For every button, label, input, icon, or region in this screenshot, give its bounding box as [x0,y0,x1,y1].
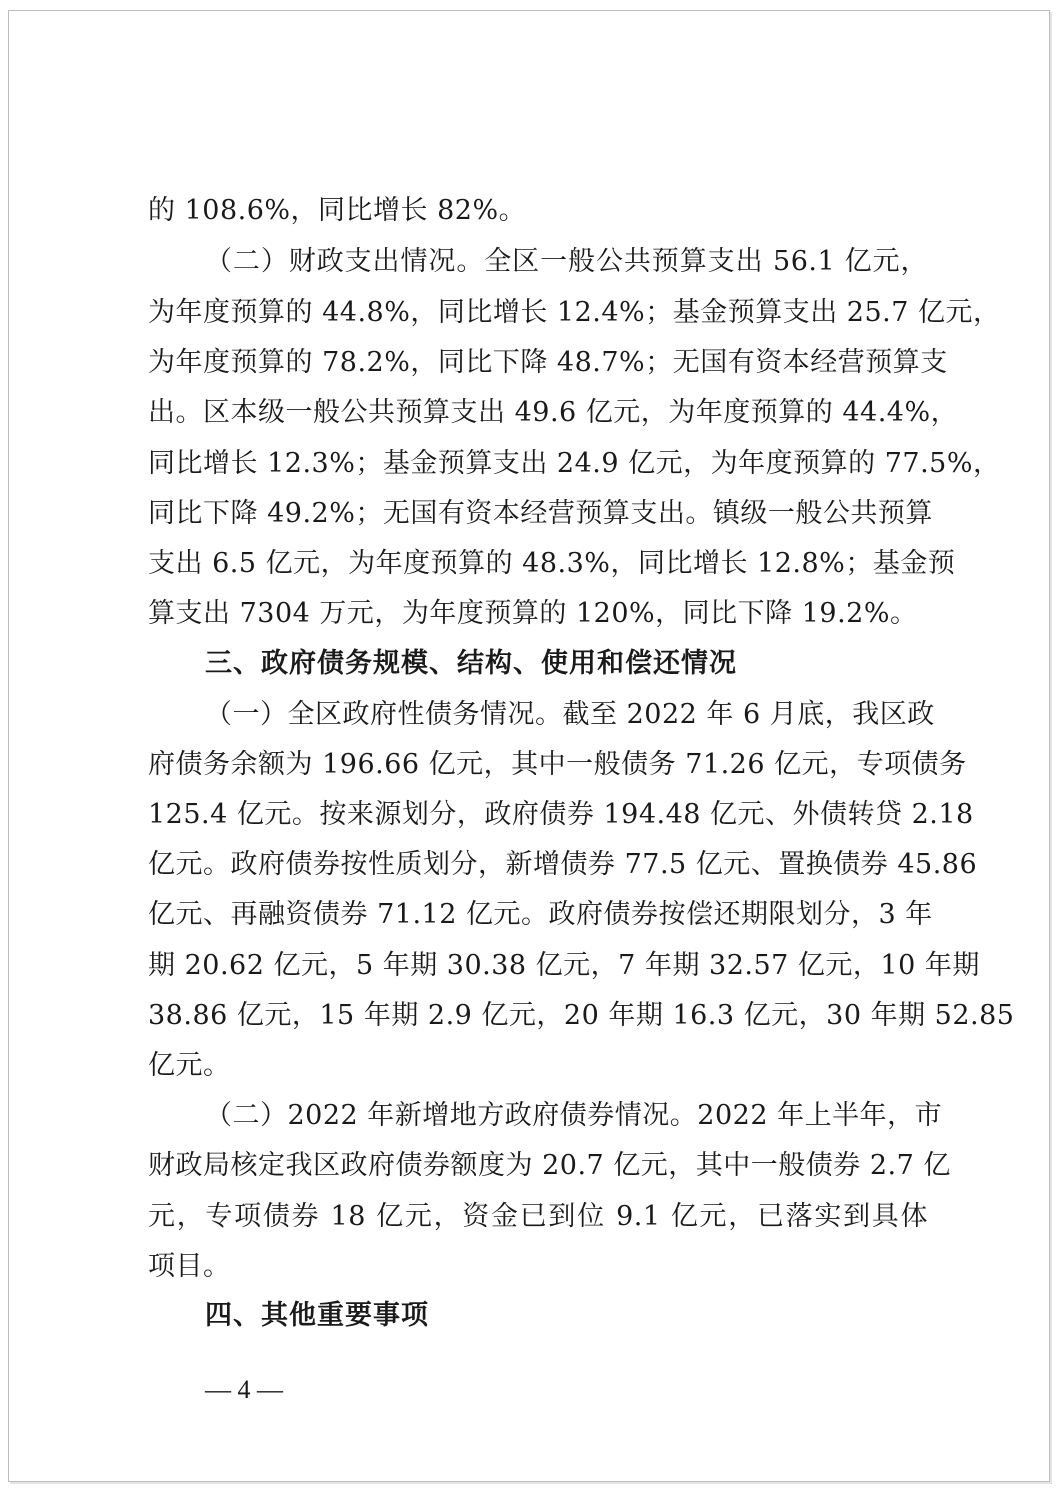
section-heading: 四、其他重要事项 [205,1300,429,1331]
paragraph-line: 亿元、再融资债券 71.12 亿元。政府债券按偿还期限划分，3 年 [148,899,933,930]
paragraph-line: 同比下降 49.2%；无国有资本经营预算支出。镇级一般公共预算 [148,498,933,529]
paragraph-line: 的 108.6%，同比增长 82%。 [148,195,527,226]
paragraph-line: 为年度预算的 78.2%，同比下降 48.7%；无国有资本经营预算支 [148,347,948,378]
paragraph-line: 期 20.62 亿元，5 年期 30.38 亿元，7 年期 32.57 亿元，10 年期 [148,950,980,981]
paragraph-line: 府债务余额为 196.66 亿元，其中一般债务 71.26 亿元，专项债务 [148,749,967,780]
paragraph-line: 为年度预算的 44.8%，同比增长 12.4%；基金预算支出 25.7 亿元， [148,297,1001,328]
paragraph-line: 亿元。 [148,1050,231,1081]
paragraph-line: （二）2022 年新增地方政府债券情况。2022 年上半年，市 [205,1100,943,1131]
paragraph-line: （二）财政支出情况。全区一般公共预算支出 56.1 亿元， [205,246,928,277]
paragraph-line: 项目。 [148,1251,231,1282]
page-number: — 4 — [205,1375,283,1404]
paragraph-line: （一）全区政府性债务情况。截至 2022 年 6 月底，我区政 [205,699,935,730]
paragraph-line: 算支出 7304 万元，为年度预算的 120%，同比下降 19.2%。 [148,598,918,629]
paragraph-line: 亿元。政府债券按性质划分，新增债券 77.5 亿元、置换债券 45.86 [148,849,978,880]
paragraph-line: 同比增长 12.3%；基金预算支出 24.9 亿元，为年度预算的 77.5%， [148,448,1001,479]
paragraph-line: 财政局核定我区政府债券额度为 20.7 亿元，其中一般债券 2.7 亿 [148,1150,951,1181]
paragraph-line: 支出 6.5 亿元，为年度预算的 48.3%，同比增长 12.8%；基金预 [148,548,956,579]
paragraph-line: 元，专项债券 18 亿元，资金已到位 9.1 亿元，已落实到具体 [148,1201,928,1232]
paragraph-line: 125.4 亿元。按来源划分，政府债券 194.48 亿元、外债转贷 2.18 [148,799,974,830]
paragraph-line: 出。区本级一般公共预算支出 49.6 亿元，为年度预算的 44.4%， [148,397,959,428]
section-heading: 三、政府债务规模、结构、使用和偿还情况 [205,648,737,679]
paragraph-line: 38.86 亿元，15 年期 2.9 亿元，20 年期 16.3 亿元，30 年期 52.85 [148,1000,1015,1031]
